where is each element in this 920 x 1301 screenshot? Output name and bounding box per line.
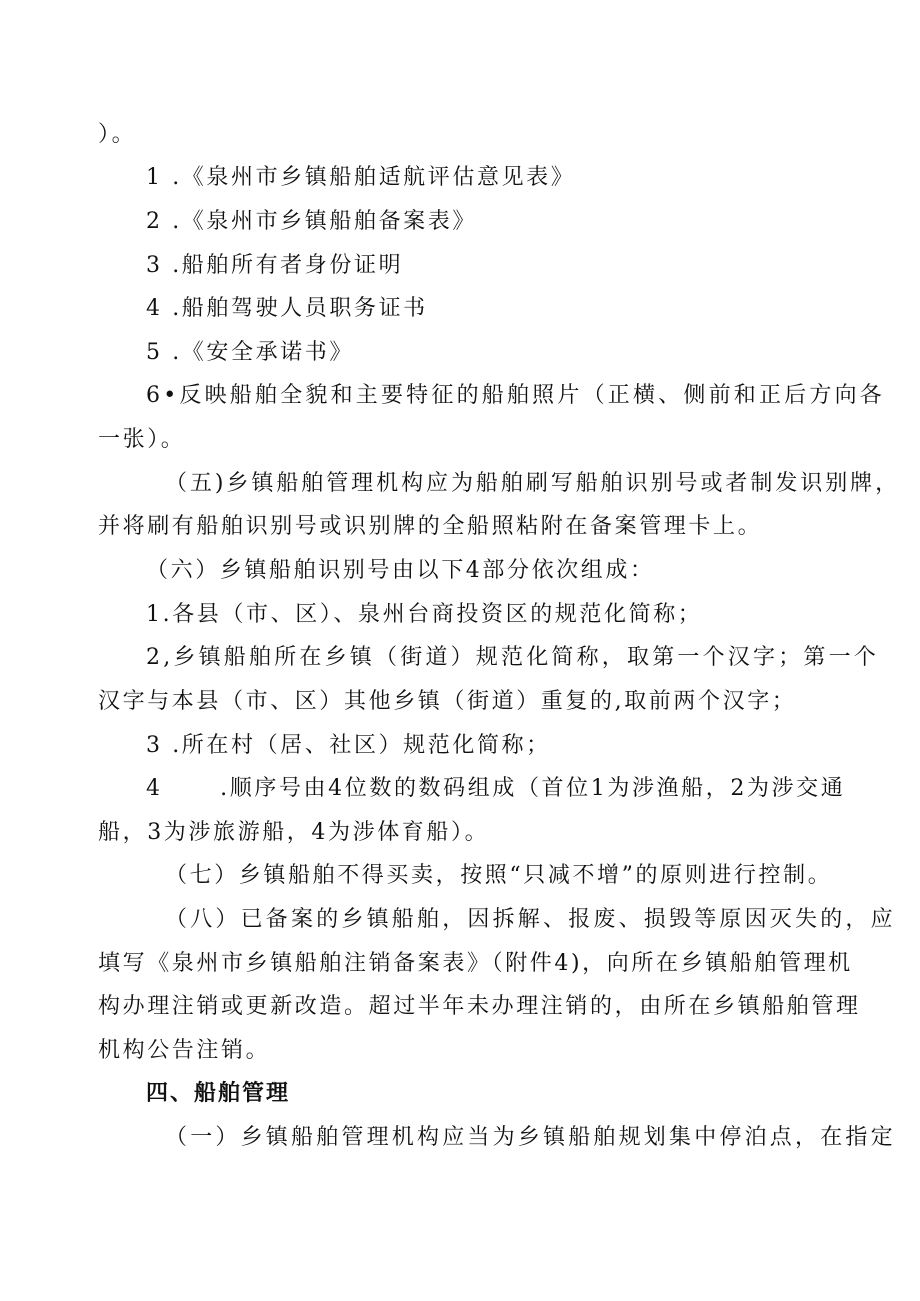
paragraph-line: 机构公告注销。 [98,1038,271,1063]
paragraph-line: 填写《泉州市乡镇船舶注销备案表》（附件4)，向所在乡镇船舶管理机 [98,951,853,976]
list-item: 3 .所在村（居、社区）规范化简称； [146,733,551,758]
list-item: 2,乡镇船舶所在乡镇（街道）规范化简称，取第一个汉字；第一个 [146,645,879,670]
section-heading: 四、船舶管理 [146,1081,291,1106]
list-item: 3 .船舶所有者身份证明 [146,253,404,278]
paragraph-line: （七）乡镇船舶不得买卖，按照“只减不增”的原则进行控制。 [165,863,833,888]
list-item: 5 .《安全承诺书》 [146,340,354,365]
text-line: 船，3为涉旅游船，4为涉体育船）。 [98,820,490,845]
list-item: 6•反映船舶全貌和主要特征的船舶照片（正横、侧前和正后方向各 [146,383,885,408]
text-line: 一张）。 [98,427,186,452]
text-line: ）。 [98,122,137,147]
paragraph-line: （一）乡镇船舶管理机构应当为乡镇船舶规划集中停泊点，在指定 [165,1125,896,1150]
paragraph-line: 构办理注销或更新改造。超过半年未办理注销的，由所在乡镇船舶管理 [98,994,861,1019]
text-line: 汉字与本县（市、区）其他乡镇（街道）重复的,取前两个汉字； [98,689,797,714]
paragraph-line: （八）已备案的乡镇船舶，因拆解、报废、损毁等原因灭失的，应 [165,907,896,932]
list-item: 1.各县（市、区）、泉州台商投资区的规范化简称； [146,602,703,627]
list-item: 4 .顺序号由4位数的数码组成（首位1为涉渔船，2为涉交通 [146,776,846,801]
list-item: 4 .船舶驾驶人员职务证书 [146,296,428,321]
paragraph-line: （六）乡镇船舶识别号由以下4部分依次组成： [146,558,655,583]
list-item: 2 .《泉州市乡镇船舶备案表》 [146,209,477,234]
paragraph-line: （五)乡镇船舶管理机构应为船舶刷写船舶识别号或者制发识别牌， [165,471,901,496]
paragraph-line: 并将刷有船舶识别号或识别牌的全船照粘附在备案管理卡上。 [98,514,763,539]
list-item: 1 .《泉州市乡镇船舶适航评估意见表》 [146,165,576,190]
